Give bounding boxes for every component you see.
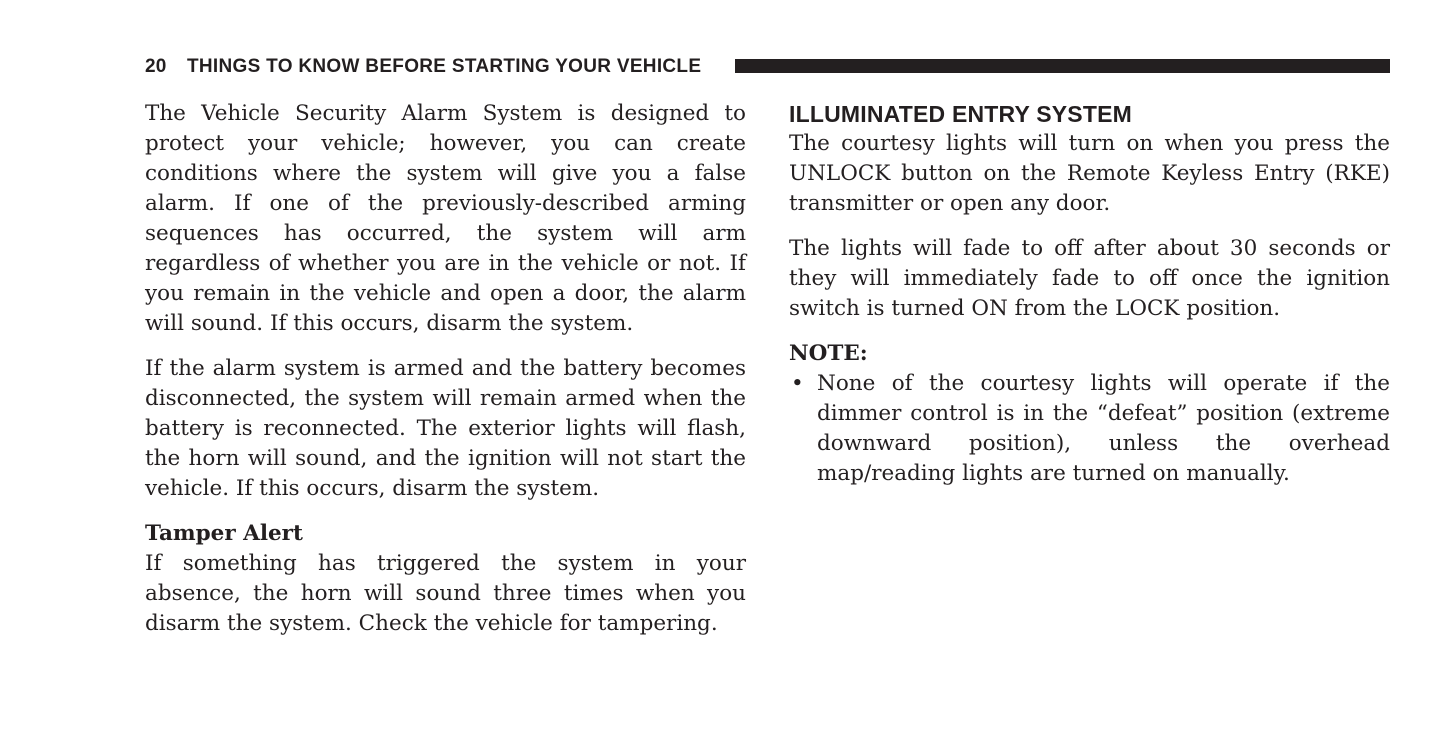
battery-paragraph: If the alarm system is armed and the battery becomes disconnected, the system will remain armed when the battery is reconnected. The exterior lights will flash, the horn will sound, and the ignition will not start the vehicle. If this occurs, disarm the system.	[145, 356, 746, 501]
note-label: NOTE:	[789, 341, 868, 366]
tamper-alert-heading: Tamper Alert	[145, 521, 303, 546]
fade-off-paragraph: The lights will fade to off after about 30 seconds or they will immediately fade to off once the ignition switch is turned ON from the LOCK position.	[789, 236, 1390, 321]
page-number: 20	[145, 56, 167, 77]
note-bullet-text: None of the courtesy lights will operate if the dimmer control is in the “defeat” position (extreme downward position), unless the overhead map/reading lights are turned on manually.	[817, 371, 1390, 486]
header-rule	[735, 59, 1390, 73]
bullet-icon: •	[791, 371, 804, 396]
right-column	[789, 99, 1390, 489]
page-header	[145, 54, 1390, 78]
note-bullet-item	[789, 369, 1390, 489]
left-column	[145, 99, 746, 639]
courtesy-lights-paragraph: The courtesy lights will turn on when you press the UNLOCK button on the Remote Keyless Entry (RKE) transmitter or open any door.	[789, 131, 1390, 216]
security-alarm-paragraph: The Vehicle Security Alarm System is designed to protect your vehicle; however, you can create conditions where the system will give you a false alarm. If one of the previously-described arming sequences has occurred, the system will arm regardless of whether you are in the vehicle or not. If you remain in the vehicle and open a door, the alarm will sound. If this occurs, disarm the system.	[145, 101, 746, 336]
tamper-alert-paragraph: If something has triggered the system in your absence, the horn will sound three times when you disarm the system. Check the vehicle for tampering.	[145, 551, 746, 636]
illuminated-entry-heading: ILLUMINATED ENTRY SYSTEM	[789, 101, 1132, 127]
note-bullet-list	[789, 369, 1390, 489]
section-title: THINGS TO KNOW BEFORE STARTING YOUR VEHICLE	[187, 56, 702, 77]
